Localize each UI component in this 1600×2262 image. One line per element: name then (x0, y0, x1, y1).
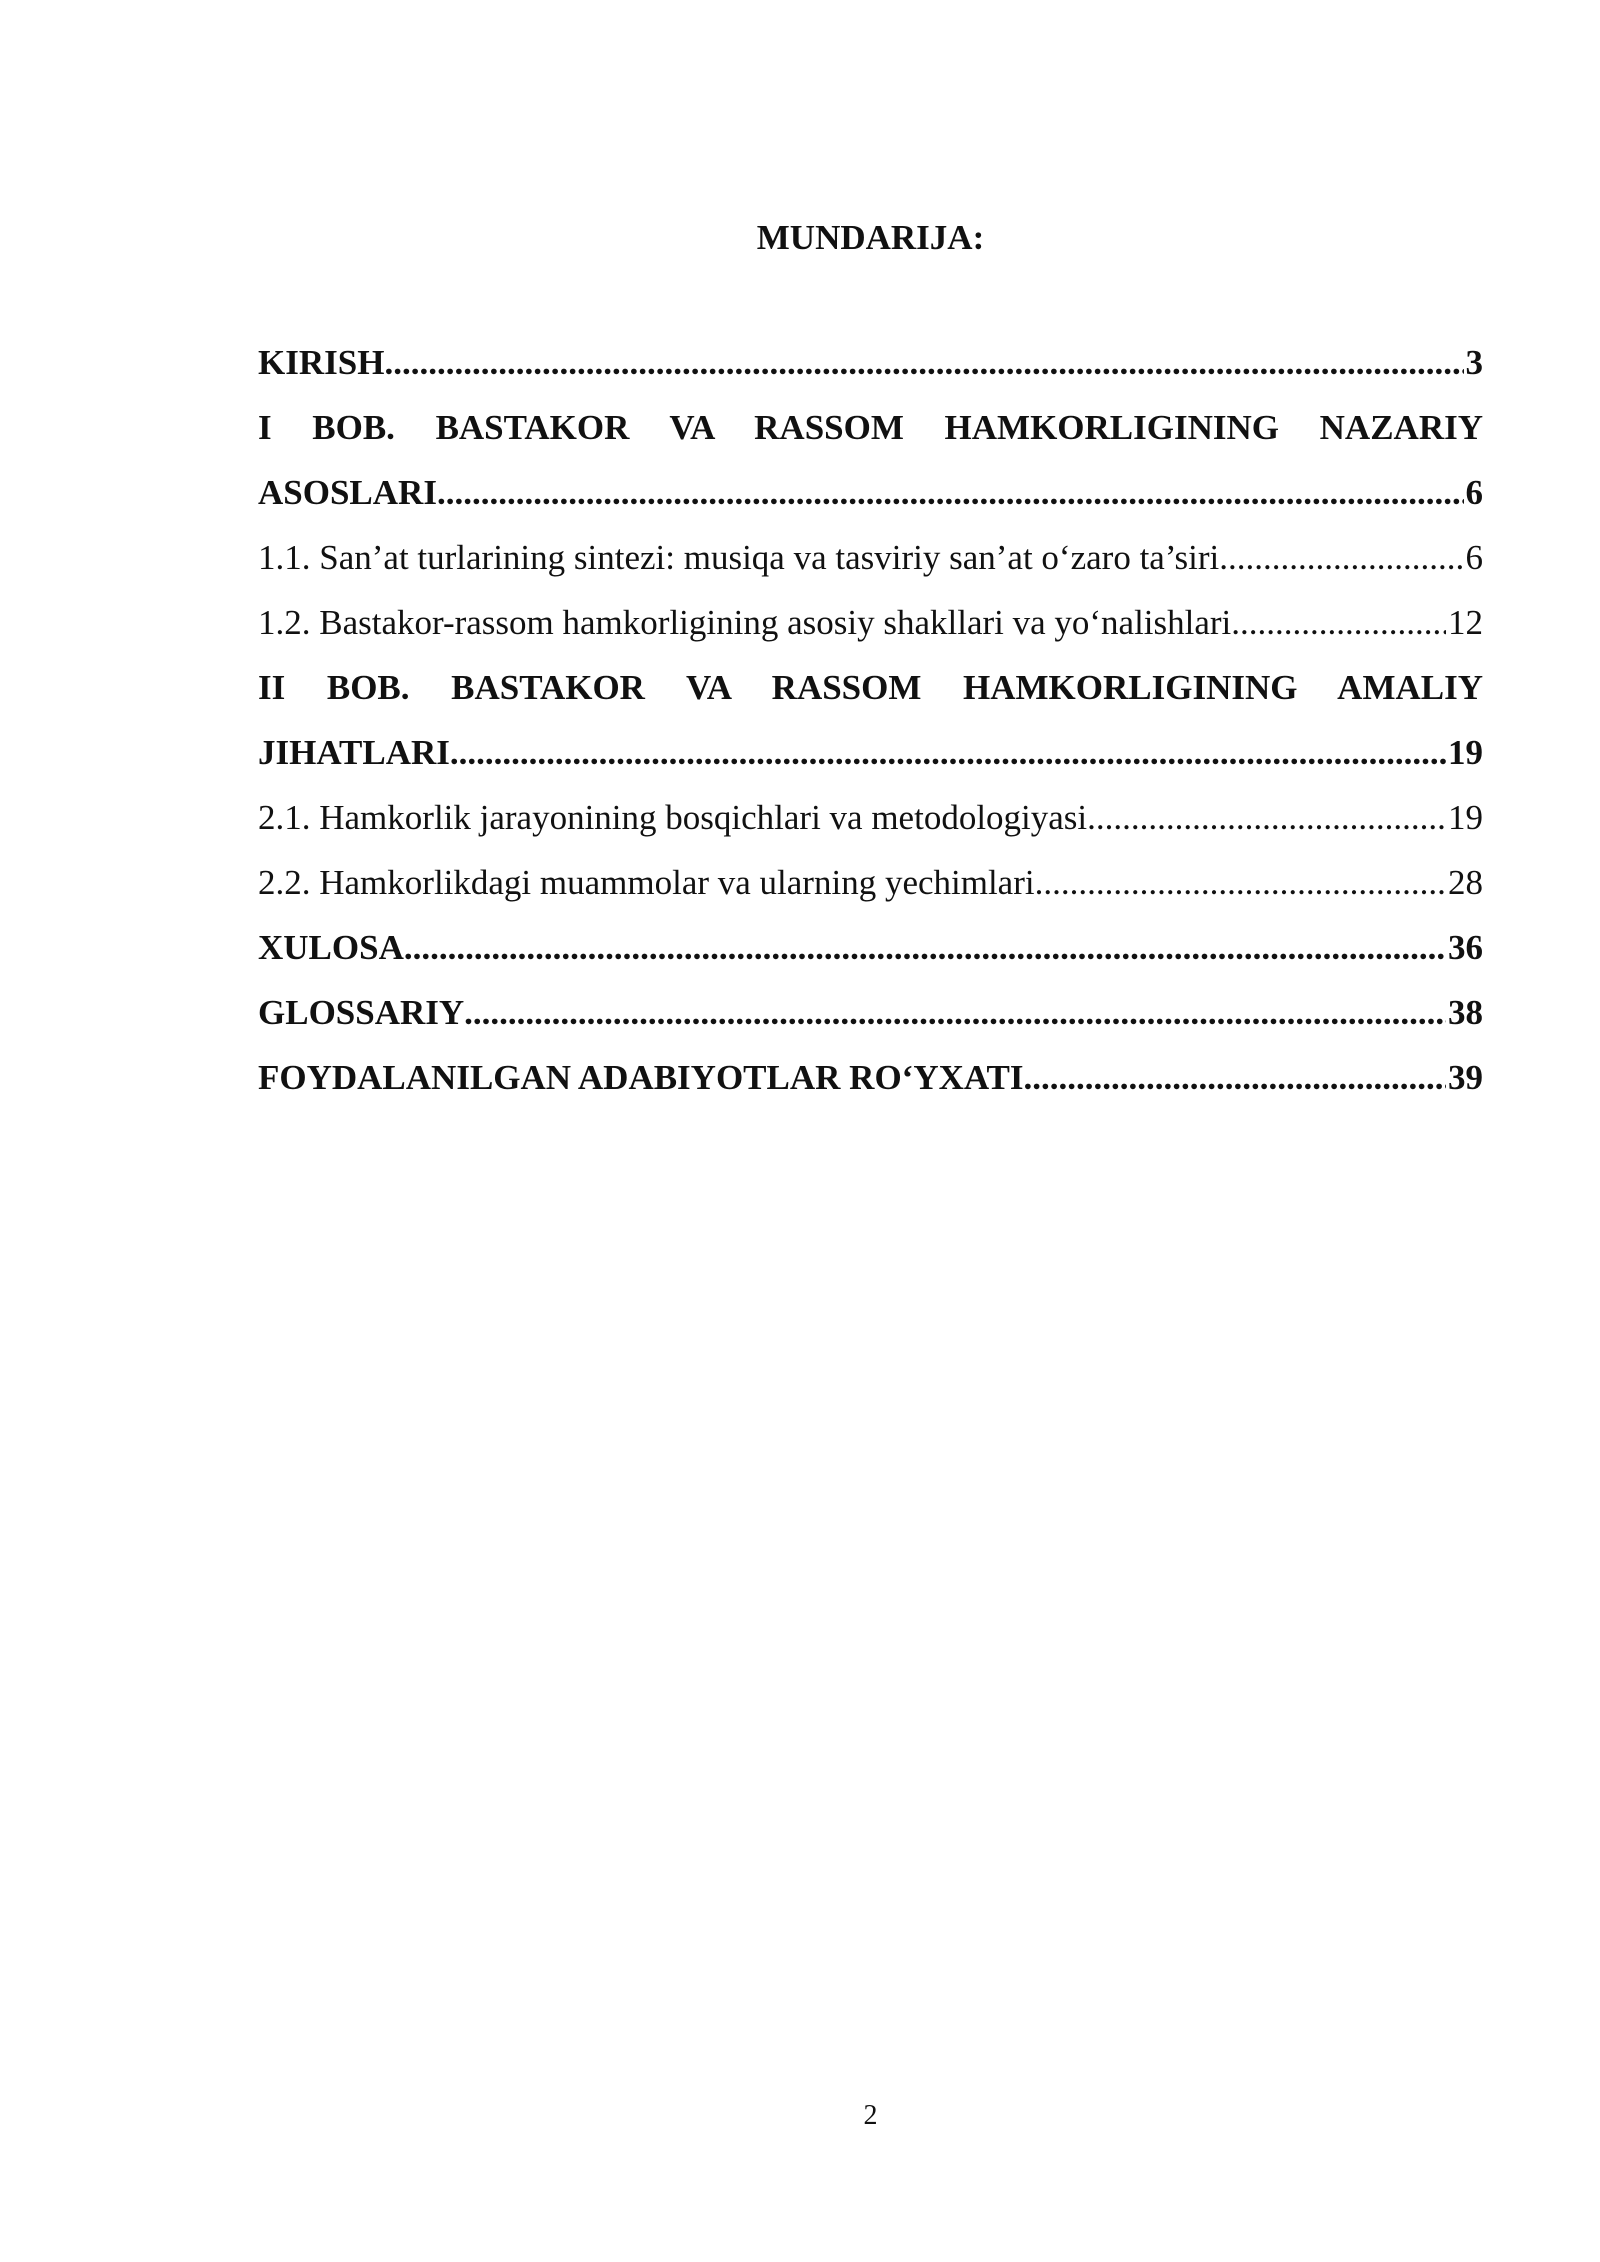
toc-entry-kirish[interactable] (258, 330, 1483, 395)
toc-entry-chapter-2-line1[interactable] (258, 655, 1483, 720)
toc-entry-label: ASOSLARI (258, 473, 437, 512)
toc-entry-label: 1.1. San’at turlarining sintezi: musiqa va tasviriy san’at o‘zaro ta’siri (258, 538, 1220, 577)
toc-leader-dots (437, 460, 1464, 525)
toc-leader-dots (450, 720, 1446, 785)
toc-entry-xulosa[interactable] (258, 915, 1483, 980)
toc-title: MUNDARIJA: (756, 218, 985, 257)
toc-page-number: 3 (1465, 343, 1483, 382)
toc-leader-dots (464, 980, 1446, 1045)
toc-entry-label: 1.2. Bastakor-rassom hamkorligining asosiy shakllari va yo‘nalishlari (258, 603, 1232, 642)
toc-leader-dots (1035, 850, 1446, 915)
toc-entry-chapter-1[interactable] (258, 460, 1483, 525)
toc-entry-chapter-1-line1[interactable] (258, 395, 1483, 460)
toc-entry-label: KIRISH (258, 343, 385, 382)
toc-leader-dots (1087, 785, 1446, 850)
toc-leader-dots (404, 915, 1446, 980)
toc-page-number: 6 (1465, 473, 1483, 512)
toc-entry-label: JIHATLARI (258, 733, 450, 772)
toc-entry-label: 2.2. Hamkorlikdagi muammolar va ularning yechimlari (258, 863, 1035, 902)
toc-leader-dots (1024, 1045, 1446, 1110)
toc-entry-section-1-2[interactable] (258, 590, 1483, 655)
table-of-contents (258, 330, 1483, 1110)
toc-entry-label-line1: II BOB. BASTAKOR VA RASSOM HAMKORLIGINING AMALIY (258, 668, 1483, 707)
toc-entry-label-line1: I BOB. BASTAKOR VA RASSOM HAMKORLIGINING NAZARIY (258, 408, 1483, 447)
toc-entry-label: 2.1. Hamkorlik jarayonining bosqichlari va metodologiyasi (258, 798, 1088, 837)
toc-page-number: 36 (1448, 928, 1483, 967)
toc-entry-glossariy[interactable] (258, 980, 1483, 1045)
toc-entry-label: XULOSA (258, 928, 404, 967)
toc-page-number: 19 (1448, 733, 1483, 772)
toc-entry-label: GLOSSARIY (258, 993, 465, 1032)
toc-page-number: 38 (1448, 993, 1483, 1032)
toc-leader-dots (1231, 590, 1446, 655)
toc-entry-references[interactable] (258, 1045, 1483, 1110)
toc-page-number: 39 (1448, 1058, 1483, 1097)
toc-entry-label: FOYDALANILGAN ADABIYOTLAR RO‘YXATI (258, 1058, 1024, 1097)
toc-page-number: 6 (1465, 538, 1483, 577)
toc-page-number: 12 (1448, 603, 1483, 642)
toc-entry-section-2-1[interactable] (258, 785, 1483, 850)
toc-entry-section-2-2[interactable] (258, 850, 1483, 915)
page-number: 2 (863, 2100, 878, 2131)
toc-page-number: 19 (1448, 798, 1483, 837)
toc-leader-dots (1219, 525, 1463, 590)
toc-entry-section-1-1[interactable] (258, 525, 1483, 590)
toc-entry-chapter-2[interactable] (258, 720, 1483, 785)
toc-leader-dots (384, 330, 1463, 395)
toc-page-number: 28 (1448, 863, 1483, 902)
